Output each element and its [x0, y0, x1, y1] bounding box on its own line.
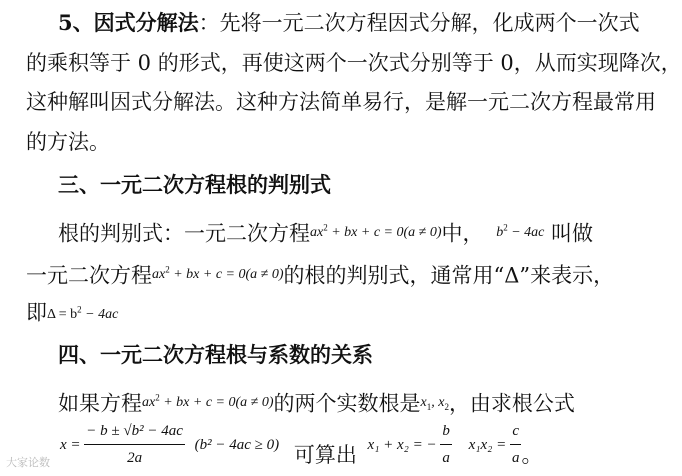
text: 根的判别式：一元二次方程 [58, 221, 310, 246]
method-title: 因式分解法 [93, 10, 199, 35]
quadratic-equation: ax2 + bx + c = 0(a ≠ 0) [310, 222, 442, 240]
text: 的方法。 [26, 130, 110, 154]
colon: ： [198, 11, 220, 35]
text: 这种解叫因式分解法。这种方法简单易行，是解一元二次方程最常用 [26, 90, 656, 114]
section-4-line-1 [58, 384, 575, 419]
text: 如果方程 [58, 391, 142, 416]
text: 即 [26, 300, 47, 325]
paragraph-5-line-2 [26, 50, 682, 76]
text: 的两个实数根是 [273, 391, 421, 416]
heading-text: 三、一元二次方程根的判别式 [58, 172, 331, 197]
section-3-heading [58, 172, 331, 198]
section-4-line-2 [60, 418, 542, 471]
quadratic-formula: x = $\frac{\text{− b ± √b² − 4ac}}{2a}$ (b² − 4ac ≥ 0) [60, 418, 279, 471]
delta-definition: $\Delta = b^2 - 4ac$ [47, 304, 119, 322]
item-number: 5、 [58, 10, 94, 35]
roots: x1, x2 [420, 394, 449, 412]
text: 的乘积等于 0 的形式，再使这两个一次式分别等于 0，从而实现降次， [26, 51, 682, 75]
watermark: 大家论数 [6, 456, 50, 469]
vieta-sum: x₁ + x₂ = − $\frac{b}{a}$ [368, 418, 452, 471]
discriminant-expr: b2 − 4ac [496, 222, 545, 240]
text: 叫做 [551, 221, 594, 246]
paragraph-5-line-3 [26, 89, 656, 115]
quadratic-equation: ax2 + bx + c = 0(a ≠ 0) [142, 392, 274, 410]
text: 一元二次方程 [26, 263, 152, 288]
section-3-line-1 [58, 214, 593, 247]
paragraph-5-line-1 [58, 10, 640, 36]
text: 先将一元二次方程因式分解，化成两个一次式 [219, 11, 640, 35]
text: 的根的判别式，通常用“Δ”来表示， [283, 263, 615, 288]
section-3-line-3 [26, 296, 118, 328]
text: 。 [521, 443, 543, 467]
paragraph-5-line-4 [26, 129, 110, 155]
quadratic-equation: ax2 + bx + c = 0(a ≠ 0) [152, 264, 284, 282]
heading-text: 四、一元二次方程根与系数的关系 [58, 342, 373, 367]
section-4-heading [58, 342, 373, 368]
vieta-product: x₁x₂ = $\frac{c}{a}$ [469, 418, 522, 471]
text: 可算出 [293, 443, 357, 467]
text: 中， [441, 221, 484, 246]
section-3-line-2 [26, 256, 614, 289]
text: ，由求根公式 [448, 391, 575, 416]
